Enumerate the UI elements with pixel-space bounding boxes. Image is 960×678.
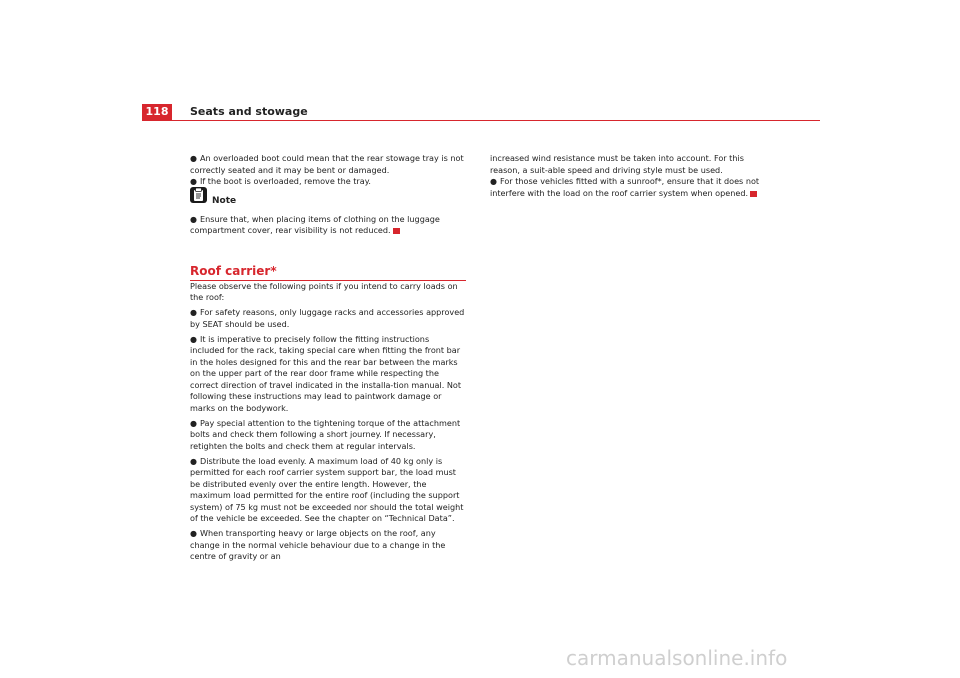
bullet-icon: ● bbox=[190, 334, 197, 344]
bullet-icon: ● bbox=[490, 177, 497, 186]
section-title: Roof carrier* bbox=[190, 263, 466, 281]
bullet-icon: ● bbox=[190, 154, 197, 163]
bullet-icon: ● bbox=[190, 418, 197, 428]
list-item: ● For safety reasons, only luggage racks and accessories approved by SEAT should be used. bbox=[190, 307, 465, 329]
end-mark-icon bbox=[750, 191, 757, 197]
list-item: ● If the boot is overloaded, remove the tray. bbox=[190, 176, 371, 186]
list-item: ● Pay special attention to the tightening torque of the attachment bolts and check them following a short journey. If necessary, retighten the bolts and check them at regular intervals. bbox=[190, 417, 461, 451]
page-number: 118 bbox=[142, 104, 172, 120]
page-title: Seats and stowage bbox=[190, 105, 308, 118]
left-column bbox=[190, 153, 466, 563]
list-item: ● Distribute the load evenly. A maximum load of 40 kg only is permitted for each roof carrier system support bar, the load must be distributed evenly over the entire length. However, the maximum load permitted for the entire roof (including the support system) of 75 kg must not be exceeded nor should the total weight of the vehicle be exceeded. See the chapter on “Technical Data”. bbox=[190, 455, 464, 523]
section-intro: Please observe the following points if you intend to carry loads on the roof: bbox=[190, 280, 458, 302]
list-item: ● It is imperative to precisely follow the fitting instructions included for the rack, taking special care when fitting the front bar in the holes designed for this and the rear bar between the marks on the upper part of the rear door frame while respecting the correct direction of travel indicated in the installa-tion manual. Not following these instructions may lead to paintwork damage or marks on the bodywork. bbox=[190, 333, 462, 413]
list-item: ● For those vehicles fitted with a sunroof*, ensure that it does not interfere with the load on the roof carrier system when opened. bbox=[490, 176, 760, 198]
list-item: ● An overloaded boot could mean that the rear stowage tray is not correctly seated and it may be bent or damaged. bbox=[190, 153, 464, 175]
watermark: carmanualsonline.info bbox=[566, 646, 788, 670]
right-column bbox=[490, 153, 766, 199]
note-icon bbox=[190, 187, 207, 203]
note-header bbox=[190, 193, 466, 213]
list-item: ● Ensure that, when placing items of clothing on the luggage compartment cover, rear visibility is not reduced. bbox=[190, 213, 440, 235]
bullet-icon: ● bbox=[190, 214, 197, 224]
continuation-text: increased wind resistance must be taken into account. For this reason, a suit-able speed and driving style must be used. bbox=[490, 153, 744, 175]
note-label: Note bbox=[212, 195, 237, 206]
bullet-icon: ● bbox=[190, 456, 197, 466]
bullet-icon: ● bbox=[190, 308, 197, 317]
list-item: ● When transporting heavy or large objects on the roof, any change in the normal vehicle behaviour due to a change in the centre of gravity or an bbox=[190, 528, 446, 561]
bullet-icon: ● bbox=[190, 177, 197, 186]
bullet-icon: ● bbox=[190, 529, 197, 538]
header-divider bbox=[142, 120, 820, 121]
end-mark-icon bbox=[393, 228, 400, 234]
